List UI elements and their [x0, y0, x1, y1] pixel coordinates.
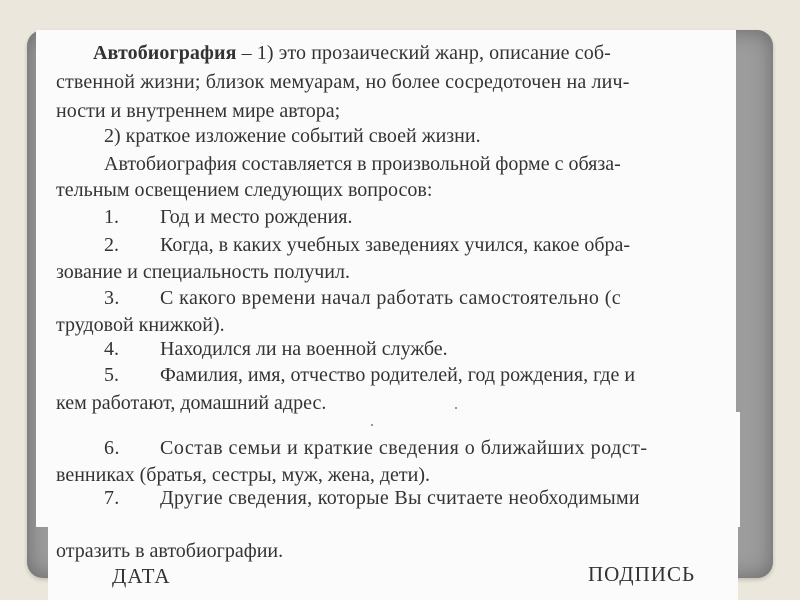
intro-line-1	[93, 41, 611, 65]
list-item-text: Находился ли на военной службе.	[160, 338, 448, 360]
list-item-2-continued: зование и специальность получил.	[56, 261, 350, 283]
list-item-1	[104, 205, 352, 229]
list-item-number: 1.	[104, 206, 119, 228]
list-item-number: 5.	[104, 364, 119, 386]
intro-line-4: 2) краткое изложение событий своей жизни.	[104, 125, 481, 147]
list-item-number: 4.	[104, 338, 119, 360]
scan-speck	[371, 424, 373, 426]
list-item-text: Другие сведения, которые Вы считаете необходимыми	[160, 487, 640, 509]
list-item-text: С какого времени начал работать самостоятельно (с	[160, 287, 622, 309]
list-item-4	[104, 337, 448, 361]
list-item-number: 2.	[104, 234, 119, 256]
list-item-2	[104, 233, 630, 257]
intro-line-5: Автобиография составляется в произвольной форме с обяза-	[104, 153, 621, 175]
intro-line-2: ственной жизни; близок мемуарам, но более сосредоточен на лич-	[56, 71, 630, 93]
date-label: ДАТА	[112, 564, 171, 588]
list-item-3	[104, 286, 621, 310]
intro-line-3: ности и внутреннем мире автора;	[56, 100, 341, 122]
intro-line-6: тельным освещением следующих вопросов:	[56, 179, 433, 201]
list-item-number: 6.	[104, 437, 120, 459]
signature-label: ПОДПИСЬ	[588, 562, 696, 586]
list-item-6-continued: венниках (братья, сестры, муж, жена, дети).	[56, 464, 431, 486]
list-item-5-continued: кем работают, домашний адрес.	[56, 392, 327, 414]
list-item-7	[104, 486, 640, 510]
list-item-number: 7.	[104, 487, 120, 509]
list-item-6	[104, 436, 648, 460]
term-autobiography: Автобиография	[93, 42, 237, 64]
list-item-3-continued: трудовой книжкой).	[56, 314, 225, 336]
list-item-text: Год и место рождения.	[160, 206, 353, 228]
scan-speck	[455, 407, 457, 409]
list-item-text: Когда, в каких учебных заведениях учился, какое обра-	[160, 234, 631, 256]
list-item-5	[104, 363, 635, 387]
list-item-text: Состав семьи и краткие сведения о ближайших родст-	[160, 437, 648, 459]
list-item-7-continued: отразить в автобиографии.	[56, 540, 284, 562]
intro-line-1-rest: – 1) это прозаический жанр, описание соб-	[236, 42, 611, 64]
list-item-text: Фамилия, имя, отчество родителей, год рождения, где и	[160, 364, 636, 386]
list-item-number: 3.	[104, 287, 120, 309]
